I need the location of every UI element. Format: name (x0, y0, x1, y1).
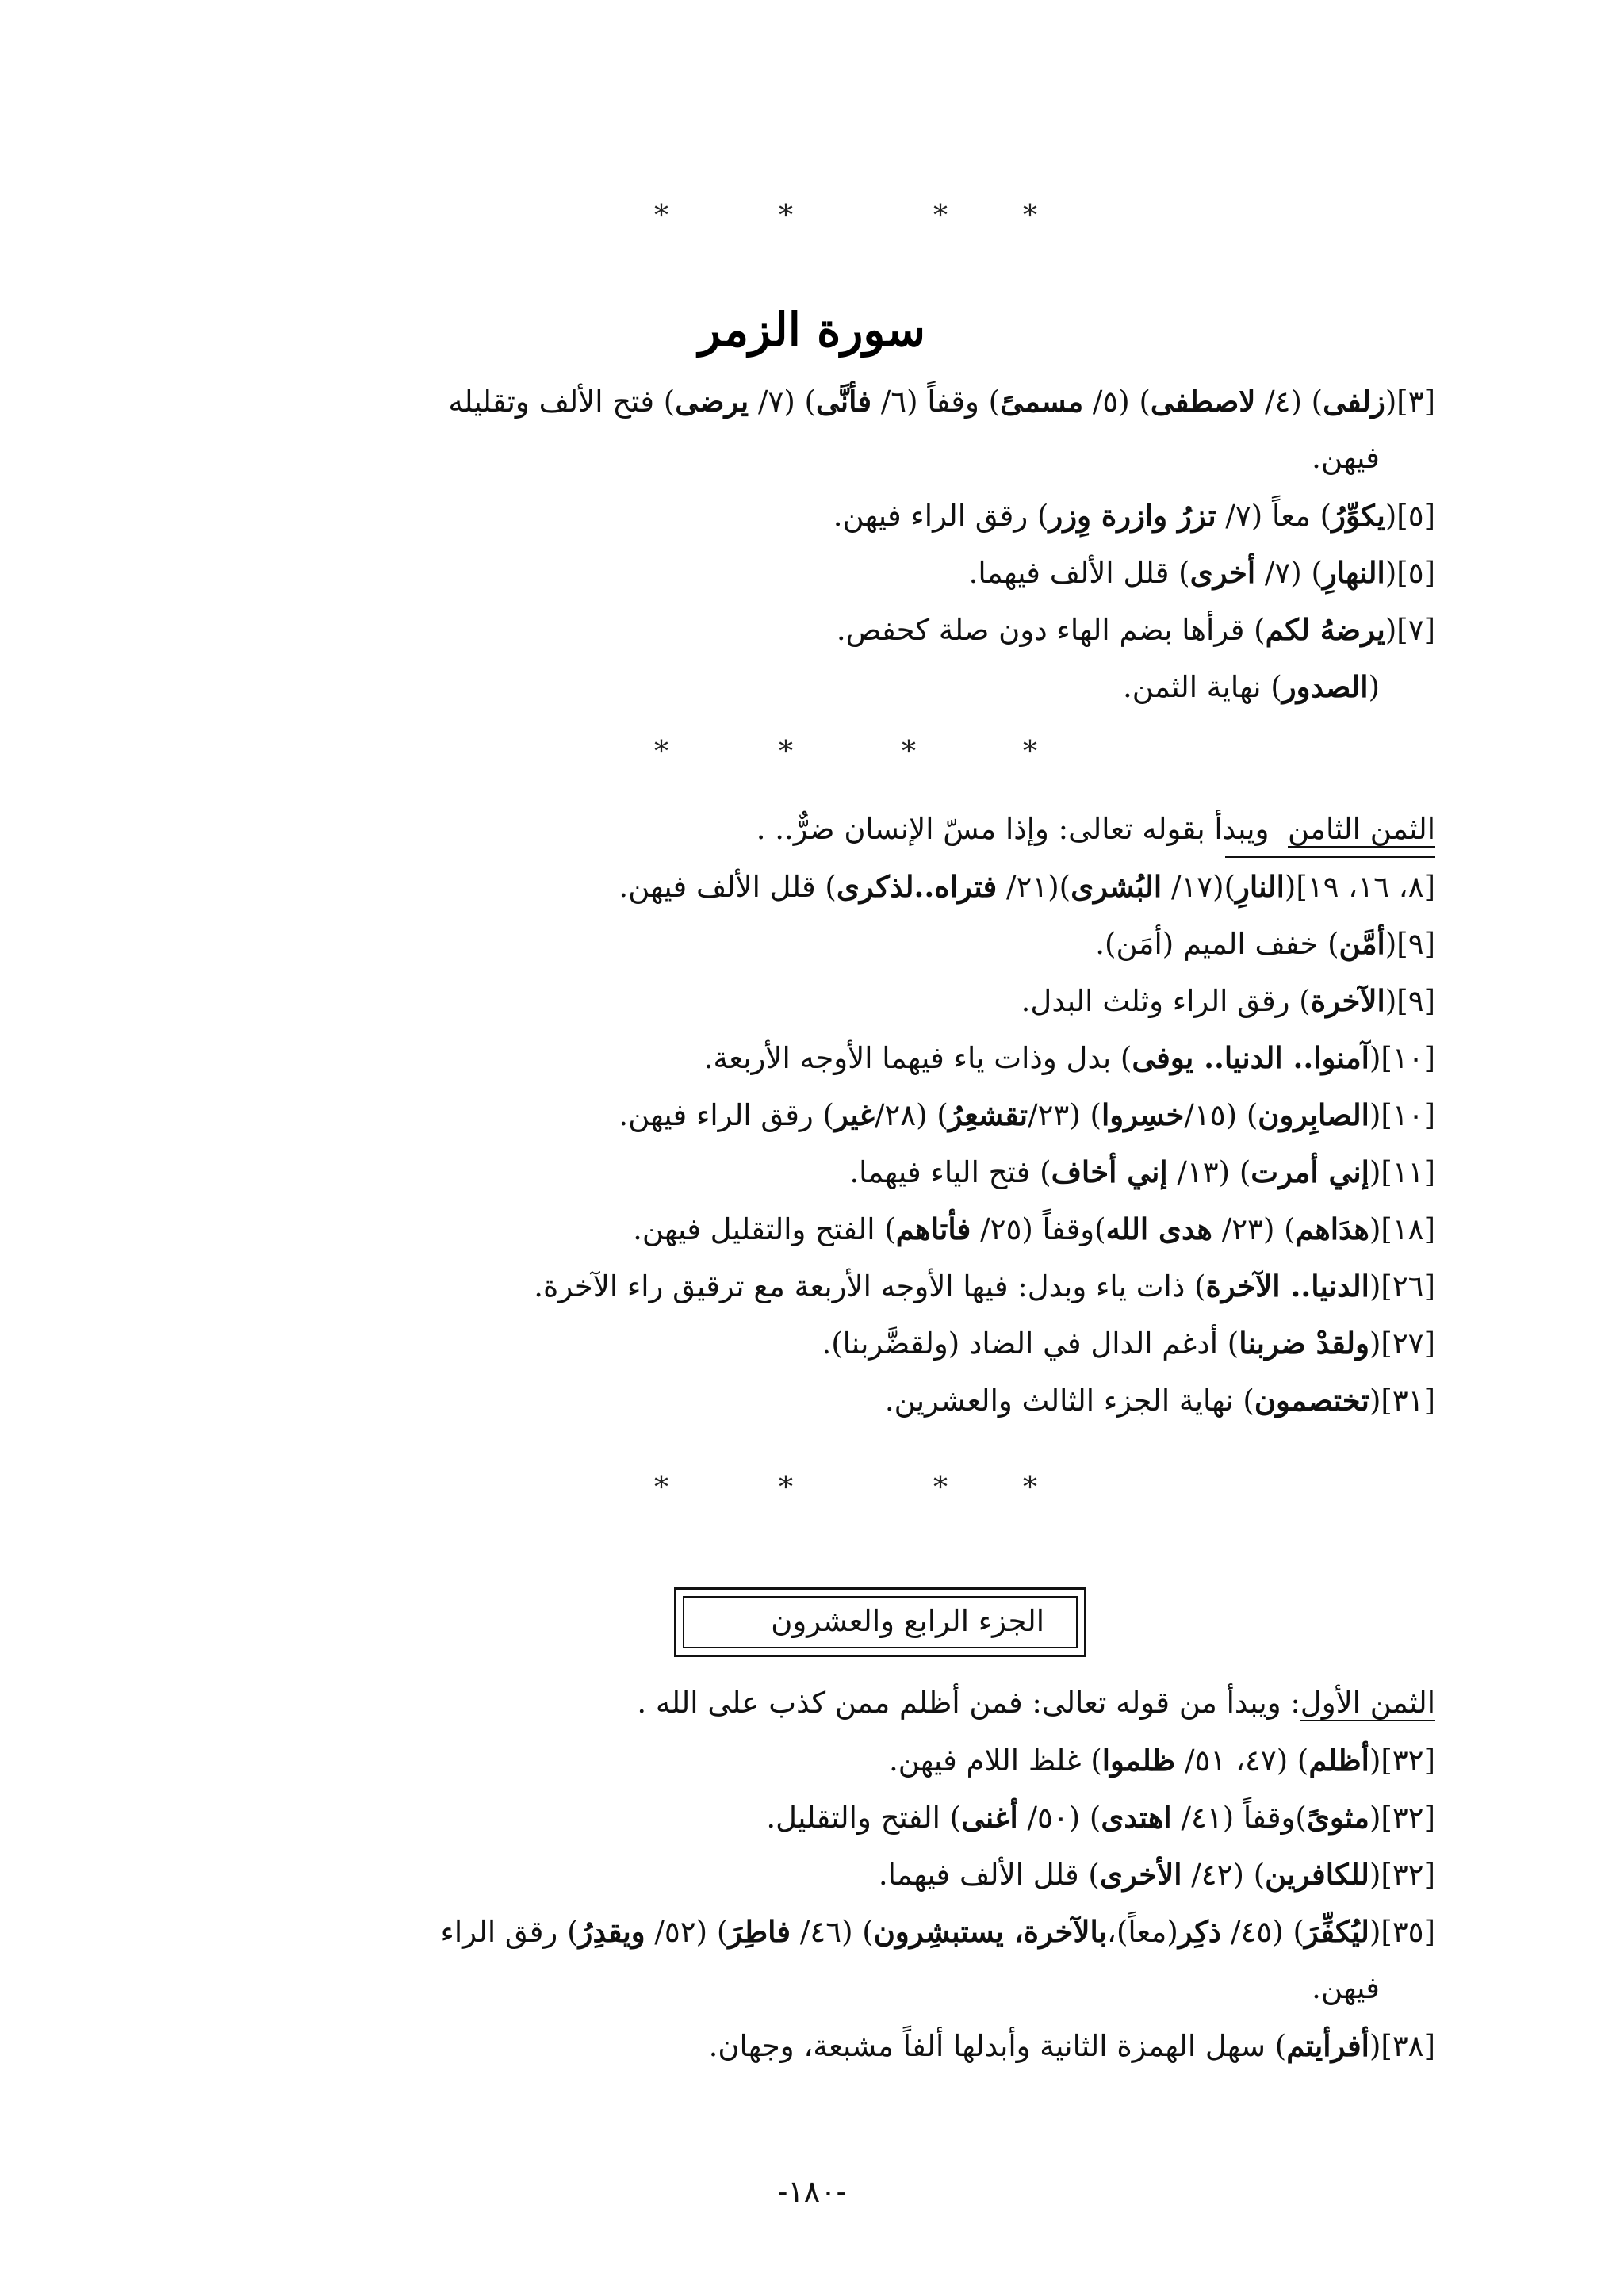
bold-word: فأتاهم (895, 1212, 971, 1246)
entry-line: [٣٢](مثوىً)وقفاً (٤١/ اهتدى) (٥٠/ أغنى) الفتح والتقليل. (766, 1800, 1435, 1835)
bold-word: أظلم (1308, 1743, 1369, 1778)
bold-word: تختصمون (1254, 1383, 1369, 1418)
bold-word: هدى الله (1105, 1212, 1212, 1246)
entry-line: [٣٥](ليُكفِّرَ) (٤٥/ ذكِر(معاً)،بالآخرة، يستبشِرون) (٤٦/ فاطِرَ) (٥٢/ ويقدِرُ) رقق الراء (440, 1914, 1435, 1949)
entry-continuation: فيهن. (1312, 441, 1380, 475)
bold-word: ولقدْ ضربنا (1239, 1326, 1369, 1361)
bold-word: النارِ (1235, 869, 1285, 904)
bold-word: للكافرين (1265, 1857, 1369, 1892)
bold-word: فاطِرَ (728, 1914, 791, 1949)
eighth-intro: الثمن الأول: ويبدأ من قوله تعالى: فمن أظلم ممن كذب على الله . (637, 1686, 1435, 1720)
bold-word: إني أخاف (1051, 1154, 1168, 1189)
surah-title: سورة الزمر (698, 303, 925, 357)
bold-word: أفرأيتم (1286, 2028, 1369, 2063)
star-separator-top (0, 200, 1624, 247)
entry-line: [١١](إني أمرت) (١٣/ إني أخاف) فتح الياء فيهما. (849, 1154, 1435, 1189)
bold-word: تزرُ وازرة وِزر (1048, 498, 1216, 533)
star-icon: * (1023, 736, 1037, 768)
bold-word: إني أمرت (1251, 1154, 1369, 1189)
bold-word: خسِروا (1101, 1097, 1185, 1132)
bold-word: أغنى (961, 1800, 1018, 1835)
bold-word: لاصطفى (1150, 384, 1256, 419)
bold-word: النهارِ (1322, 555, 1385, 590)
entry-line: [٥](يكوِّرُ) معاً (٧/ تزرُ وازرة وِزر) رقق الراء فيهن. (833, 498, 1435, 533)
bold-word: ذكِر (1178, 1914, 1222, 1949)
star-icon: * (902, 736, 916, 768)
entry-line: (الصدور) نهاية الثمن. (1123, 669, 1380, 704)
bold-word: البُشرى (1071, 869, 1162, 904)
bold-word: هدَاهم (1295, 1212, 1369, 1246)
bold-word: فأنَّى (815, 384, 872, 419)
bold-word: ظلموا (1101, 1743, 1176, 1778)
bold-word: مثوىً (1306, 1800, 1369, 1835)
star-icon: * (779, 1472, 793, 1504)
star-icon: * (1023, 1472, 1037, 1504)
eighth-label: الثمن الثامن (1287, 812, 1435, 846)
star-icon: * (654, 1472, 668, 1504)
entry-line: [١٠](الصابِرون) (١٥/خسِروا) (٢٣/تقشعِرُ) (٢٨/غير) رقق الراء فيهن. (619, 1097, 1435, 1132)
juz-heading-box (674, 1587, 1086, 1657)
entry-line: [٣١](تختصمون) نهاية الجزء الثالث والعشرين. (884, 1383, 1435, 1418)
bold-word: ليُكفِّرَ (1304, 1914, 1369, 1949)
section-1 (238, 373, 1435, 715)
star-icon: * (1023, 200, 1037, 232)
star-icon: * (933, 1472, 948, 1504)
entry-line: [٥](النهارِ) (٧/ أخرى) قلل الألف فيهما. (968, 555, 1435, 590)
star-separator-middle (0, 736, 1624, 783)
bold-word: اهتدى (1101, 1800, 1172, 1835)
bold-word: الآخرة (1310, 983, 1385, 1018)
entry-line: [٧](يرضهُ لكم) قرأها بضم الهاء دون صلة كحفص. (836, 612, 1435, 647)
bold-word: الصدور (1281, 669, 1369, 704)
bold-word: بالآخرة، يستبشِرون (873, 1914, 1108, 1949)
entry-line: [٢٧](ولقدْ ضربنا) أدغم الدال في الضاد (ولقضَّربنا). (822, 1326, 1435, 1361)
bold-word: غير (834, 1097, 875, 1132)
star-icon: * (654, 736, 668, 768)
star-icon: * (779, 736, 793, 768)
bold-word: ويقدِرُ (578, 1914, 645, 1949)
entry-line: [٣٢](للكافرين) (٤٢/ الأخرى) قلل الألف فيهما. (878, 1857, 1435, 1892)
bold-word: تقشعِرُ (948, 1097, 1028, 1132)
bold-word: الأخرى (1099, 1857, 1182, 1892)
section-3 (238, 1675, 1435, 2074)
star-icon: * (933, 200, 948, 232)
entry-line: [٣٨](أفرأيتم) سهل الهمزة الثانية وأبدلها ألفاً مشبعة، وجهان. (708, 2028, 1435, 2063)
bold-word: يرضهُ لكم (1265, 612, 1385, 647)
entry-continuation: فيهن. (1312, 1971, 1380, 2005)
bold-word: أمَّن (1339, 926, 1385, 961)
entry-line: [٨، ١٦، ١٩](النارِ)(١٧/ البُشرى)(٢١/ فتراه..لذكرى) قلل الألف فيهن. (619, 869, 1435, 904)
star-icon: * (779, 200, 793, 232)
bold-word: مسمىً (1000, 384, 1084, 419)
entry-line: [٩](أمَّن) خفف الميم (أمَن). (1095, 926, 1435, 961)
bold-word: يرضى (675, 384, 749, 419)
eighth-label: الثمن الأول (1300, 1686, 1435, 1720)
bold-word: الدنيا.. الآخرة (1205, 1269, 1369, 1303)
entry-line: [٣](زلفى) (٤/ لاصطفى) (٥/ مسمىً) وقفاً (٦/ فأنَّى) (٧/ يرضى) فتح الألف وتقليله (448, 384, 1435, 419)
bold-word: يكوِّرُ (1331, 498, 1385, 533)
entry-line: [٣٢](أظلم) (٤٧، ٥١/ ظلموا) غلظ اللام فيهن. (888, 1743, 1435, 1778)
bold-word: أخرى (1189, 555, 1256, 590)
underline-rule (1225, 856, 1435, 858)
star-separator-bottom (0, 1472, 1624, 1519)
bold-word: زلفى (1323, 384, 1385, 419)
juz-heading: الجزء الرابع والعشرون (683, 1596, 1078, 1648)
entry-line: [٩](الآخرة) رقق الراء وثلث البدل. (1021, 983, 1435, 1018)
entry-line: [١٨](هدَاهم) (٢٣/ هدى الله)وقفاً (٢٥/ فأتاهم) الفتح والتقليل فيهن. (633, 1212, 1435, 1246)
bold-word: الصابِرون (1258, 1097, 1369, 1132)
entry-line: [٢٦](الدنيا.. الآخرة) ذات ياء وبدل: فيها الأوجه الأربعة مع ترقيق راء الآخرة. (534, 1269, 1435, 1303)
bold-word: آمنوا.. الدنيا.. يوفى (1132, 1040, 1369, 1075)
eighth-intro: الثمن الثامن ويبدأ بقوله تعالى: وإذا مسّ الإنسان ضرٌّ.. . (756, 812, 1435, 846)
page-number: -١٨٠- (777, 2174, 847, 2209)
bold-word: فتراه..لذكرى (836, 869, 998, 904)
star-icon: * (654, 200, 668, 232)
section-2 (238, 801, 1435, 1429)
entry-line: [١٠](آمنوا.. الدنيا.. يوفى) بدل وذات ياء فيهما الأوجه الأربعة. (703, 1040, 1435, 1075)
